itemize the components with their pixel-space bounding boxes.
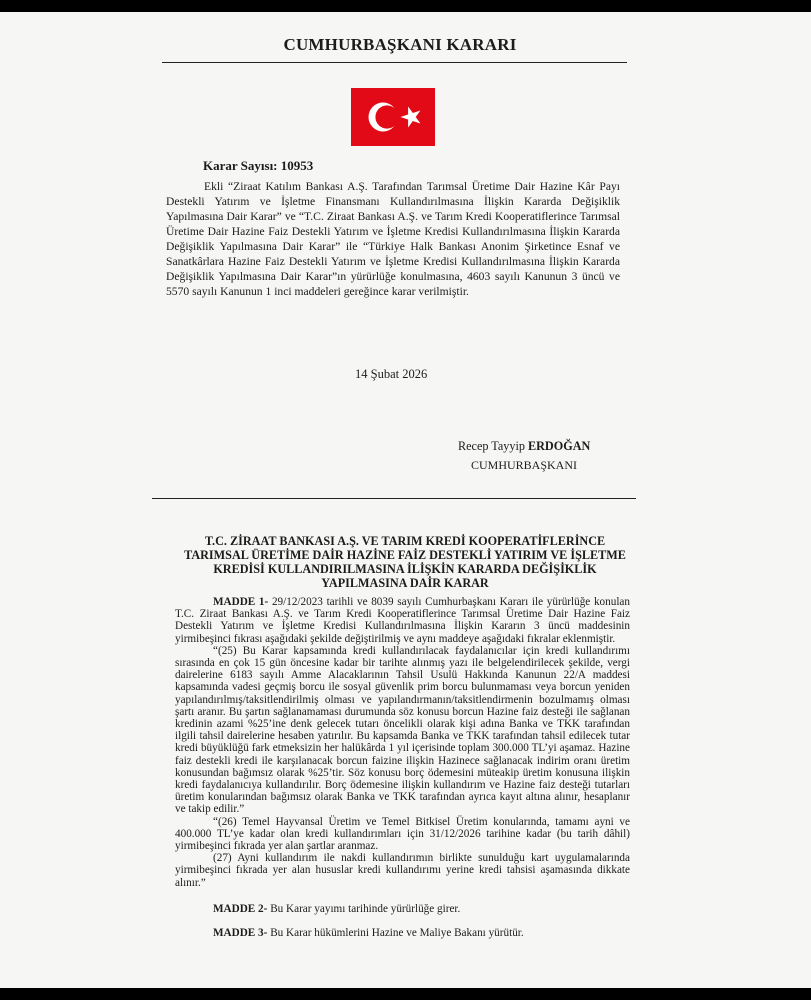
article-1-label: MADDE 1-	[213, 596, 269, 608]
article-2-text: Bu Karar yayımı tarihinde yürürlüğe girer.	[267, 902, 461, 915]
article-2-label: MADDE 2-	[213, 902, 268, 915]
signer-title: CUMHURBAŞKANI	[471, 458, 578, 472]
signer-surname: ERDOĞAN	[528, 439, 591, 453]
decision-number: Karar Sayısı: 10953	[203, 158, 314, 173]
annex-title-line: T.C. ZİRAAT BANKASI A.Ş. VE TARIM KREDİ KOOPERATİFLERİNCE	[204, 534, 606, 548]
title-divider	[162, 62, 627, 63]
annex-title	[170, 534, 640, 590]
annex-body	[175, 596, 630, 939]
turkish-flag-image	[351, 88, 435, 146]
paragraph-27: (27) Ayni kullandırım ile nakdi kullandırımın birlikte sunulduğu kart uygulamalarında yirmibeşinci fıkrada yer alan hususlar kredi kullandırımı yerine kredi tahsisi aşamasında dikkate alınır.”	[175, 852, 630, 889]
article-3-text: Bu Karar hükümlerini Hazine ve Maliye Bakanı yürütür.	[267, 927, 524, 940]
intro-text: Ekli “Ziraat Katılım Bankası A.Ş. Tarafından Tarımsal Üretime Dair Hazine Kâr Payı Destekli Yatırım ve İşletme Finansmanı Kullandırılmasına İlişkin Kararda Değişiklik Yapılmasına Dair Karar” ve “T.C. Ziraat Bankası A.Ş. ve Tarım Kredi Kooperatiflerince Tarımsal Üretime Dair Hazine Faiz Destekli Yatırım ve İşletme Kredisi Kullandırılmasına İlişkin Kararda Değişiklik Yapılmasına Dair Karar” ile “Türkiye Halk Bankası Anonim Şirketince Esnaf ve Sanatkârlara Hazine Faiz Destekli Yatırım ve İşletme Kredisi Kullandırılmasına İlişkin Kararda Değişiklik Yapılmasına Dair Karar”ın yürürlüğe konulmasına, 4603 sayılı Kanunun 3 üncü ve 5570 sayılı Kanunun 1 inci maddeleri gereğince karar verilmiştir.	[166, 180, 620, 298]
crescent-star-icon	[351, 88, 435, 146]
article-2	[175, 903, 630, 915]
paragraph-25: “(25) Bu Karar kapsamında kredi kullandırılacak faydalanıcılar için kredi kullandırımı sırasında en çok 15 gün öncesine kadar bir tarihte alınmış yazı ile belgelendirilecek şekilde, vergi dairelerine 6183 sayılı Amme Alacaklarının Tahsil Usulü Hakkında Kanunun 22/A maddesi kapsamında vadesi geçmiş borcu ile sosyal güvenlik prim borcu bulunmaması veya borcun yeniden yapılandırılmış/taksitlendirilmiş olması ve yapılandırmanın/taksitlendirmenin bozulmamış olması şartı aranır. Bu şartın sağlanamaması durumunda söz konusu borcun Hazine faiz desteği ile sağlanan kredinin azami %25’ine denk gelecek tutarı öncelikli olarak kişi adına Banka ve TKK tarafından ilgili tahsil dairelerine hesaben yatırılır. Bu kapsamda Banka ve TKK tarafından tahsil edilecek tutar kredi büyüklüğü fark etmeksizin her halükârda 1 yıl içerisinde toplam 300.000 TL’yi aşamaz. Hazine faiz destekli kredi ile karşılanacak borcun faizine ilişkin Hazinece sağlanacak indirim oranı üretim konusundan bağımsız olarak %25’tir. Söz konusu borç ödemesini müteakip üretim konusuna ilişkin kredi faydalanıcıya kullandırılır. Borç ödemesine ilişkin kullandırım ve Hazine faiz desteği tutarları üretim konularından bağımsız olarak Banka ve TKK tarafından ayrıca kayıt altına alınır, hesaplanır ve takip edilir.”	[175, 644, 630, 816]
signer-name	[458, 439, 590, 454]
article-1	[175, 596, 630, 645]
article-1-text: 29/12/2023 tarihli ve 8039 sayılı Cumhurbaşkanı Kararı ile yürürlüğe konulan T.C. Ziraat Bankası A.Ş. ve Tarım Kredi Kooperatiflerince Tarımsal Üretime Dair Hazine Faiz Destekli Yatırım ve İşletme Kredisi Kullandırılmasına İlişkin Kararın 3 üncü maddesinin yirmibeşinci fıkrası aşağıdaki şekilde değiştirilmiş ve aynı maddeye aşağıdaki fıkralar eklenmiştir.	[175, 596, 630, 645]
annex-title-line: TARIMSAL ÜRETİME DAİR HAZİNE FAİZ DESTEKLİ YATIRIM VE İŞLETME	[184, 548, 626, 562]
annex-divider	[152, 498, 636, 499]
annex-title-line: YAPILMASINA DAİR KARAR	[321, 576, 489, 590]
document-title: CUMHURBAŞKANI KARARI	[283, 35, 517, 54]
article-3-label: MADDE 3-	[213, 927, 268, 940]
signer-first-names: Recep Tayyip	[458, 439, 525, 453]
paragraph-26: “(26) Temel Hayvansal Üretim ve Temel Bitkisel Üretim konularında, tamamı ayni ve 400.000 TL’ye kadar olan kredi kullandırımları için 31/12/2026 tarihine kadar (bu tarih dâhil) yirmibeşinci fıkrada yer alan şartlar aranmaz.	[175, 815, 630, 853]
decision-date: 14 Şubat 2026	[355, 367, 428, 381]
intro-paragraph	[166, 179, 620, 299]
annex-title-line: KREDİSİ KULLANDIRILMASINA İLİŞKİN KARARDA DEĞİŞİKLİK	[213, 562, 597, 576]
document-page	[0, 12, 811, 988]
article-3	[175, 927, 630, 939]
